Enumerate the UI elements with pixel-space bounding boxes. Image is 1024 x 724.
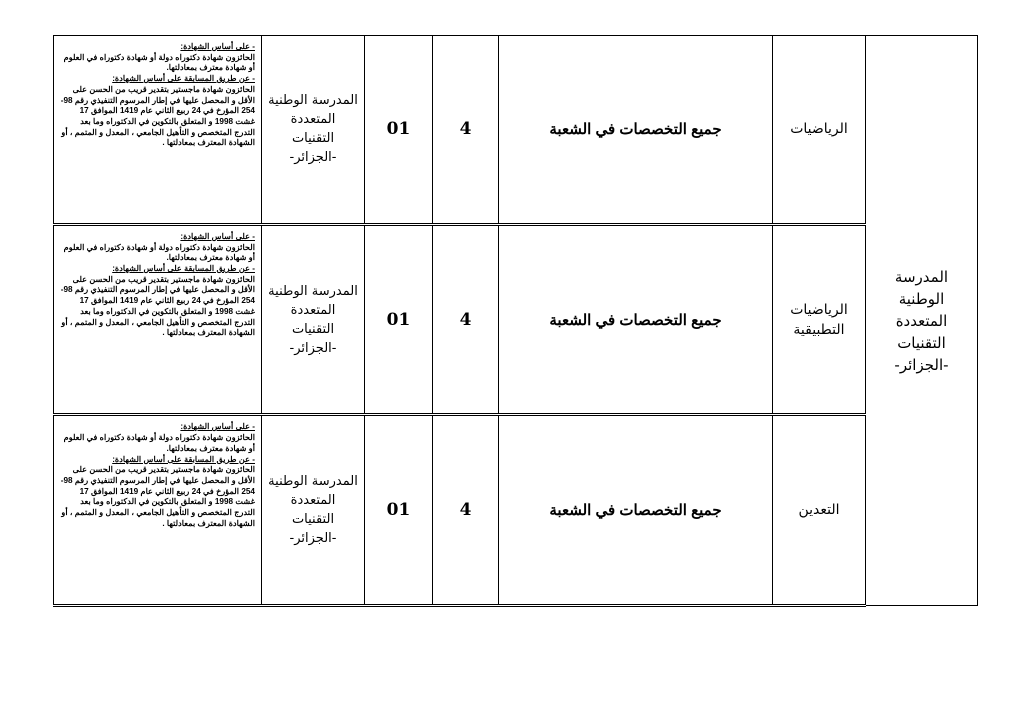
conditions-cell — [54, 415, 262, 606]
specialty-cell: الرياضيات — [773, 36, 866, 225]
condition-text: الحائزون شهادة ماجستير بتقدير قريب من الحسن على الأقل و المحصل عليها في إطار المرسوم التنفيذي رقم 98-254 المؤرخ في 24 ربيع الثاني عام 1419 الموافق 17 غشت 1998 و المتعلق بالتكوين في الدكتوراه وما بعد التدرج المتخصص و التأهيل الجامعي ، المعدل و المتمم ، أو الشهادة المعترف بمعادلتها . — [60, 465, 255, 528]
host-cell: المدرسة الوطنية المتعددة التقنيات -الجزائر- — [262, 415, 365, 606]
conditions-cell — [54, 224, 262, 415]
condition-text: أو شهادة معترف بمعادلتها. — [166, 443, 255, 453]
host-cell: المدرسة الوطنية المتعددة التقنيات -الجزائر- — [262, 224, 365, 415]
table-row — [54, 415, 978, 606]
table-row — [54, 36, 978, 225]
condition-text: أو شهادة معترف بمعادلتها. — [166, 253, 255, 263]
recruitment-table-frame — [53, 35, 977, 607]
recruitment-table — [53, 35, 978, 607]
field-cell: جميع التخصصات في الشعبة — [499, 36, 773, 225]
field-cell: جميع التخصصات في الشعبة — [499, 224, 773, 415]
positions-cell: 4 — [433, 36, 499, 225]
specialty-cell: التعدين — [773, 415, 866, 606]
condition-heading: - على أساس الشهادة: — [180, 231, 255, 241]
count-cell: 01 — [365, 36, 433, 225]
host-cell: المدرسة الوطنية المتعددة التقنيات -الجزائر- — [262, 36, 365, 225]
condition-text: الحائزون شهادة دكتوراه دولة أو شهادة دكتوراه في العلوم — [63, 242, 255, 252]
positions-cell: 4 — [433, 224, 499, 415]
condition-heading: - عن طريق المسابقة على أساس الشهادة: — [112, 454, 255, 464]
condition-text: الحائزون شهادة دكتوراه دولة أو شهادة دكتوراه في العلوم — [63, 433, 255, 443]
field-cell: جميع التخصصات في الشعبة — [499, 415, 773, 606]
condition-text: الحائزون شهادة ماجستير بتقدير قريب من الحسن على الأقل و المحصل عليها في إطار المرسوم التنفيذي رقم 98-254 المؤرخ في 24 ربيع الثاني عام 1419 الموافق 17 غشت 1998 و المتعلق بالتكوين في الدكتوراه وما بعد التدرج المتخصص و التأهيل الجامعي ، المعدل و المتمم ، أو الشهادة المعترف بمعادلتها . — [60, 84, 255, 148]
table-row — [54, 224, 978, 415]
condition-text: الحائزون شهادة ماجستير بتقدير قريب من الحسن على الأقل و المحصل عليها في إطار المرسوم التنفيذي رقم 98-254 المؤرخ في 24 ربيع الثاني عام 1419 الموافق 17 غشت 1998 و المتعلق بالتكوين في الدكتوراه وما بعد التدرج المتخصص و التأهيل الجامعي ، المعدل و المتمم ، أو الشهادة المعترف بمعادلتها . — [60, 274, 255, 338]
count-cell: 01 — [365, 415, 433, 606]
condition-heading: - عن طريق المسابقة على أساس الشهادة: — [112, 264, 255, 274]
condition-heading: - على أساس الشهادة: — [180, 422, 255, 432]
condition-heading: - على أساس الشهادة: — [180, 42, 255, 51]
condition-text: الحائزون شهادة دكتوراه دولة أو شهادة دكتوراه في العلوم — [63, 52, 255, 62]
count-cell: 01 — [365, 224, 433, 415]
condition-text: أو شهادة معترف بمعادلتها. — [166, 63, 255, 73]
conditions-cell — [54, 36, 262, 225]
university-cell: المدرسة الوطنية المتعددة التقنيات -الجزائر- — [866, 36, 978, 606]
specialty-cell: الرياضيات التطبيقية — [773, 224, 866, 415]
condition-heading: - عن طريق المسابقة على أساس الشهادة: — [112, 74, 255, 84]
positions-cell: 4 — [433, 415, 499, 606]
